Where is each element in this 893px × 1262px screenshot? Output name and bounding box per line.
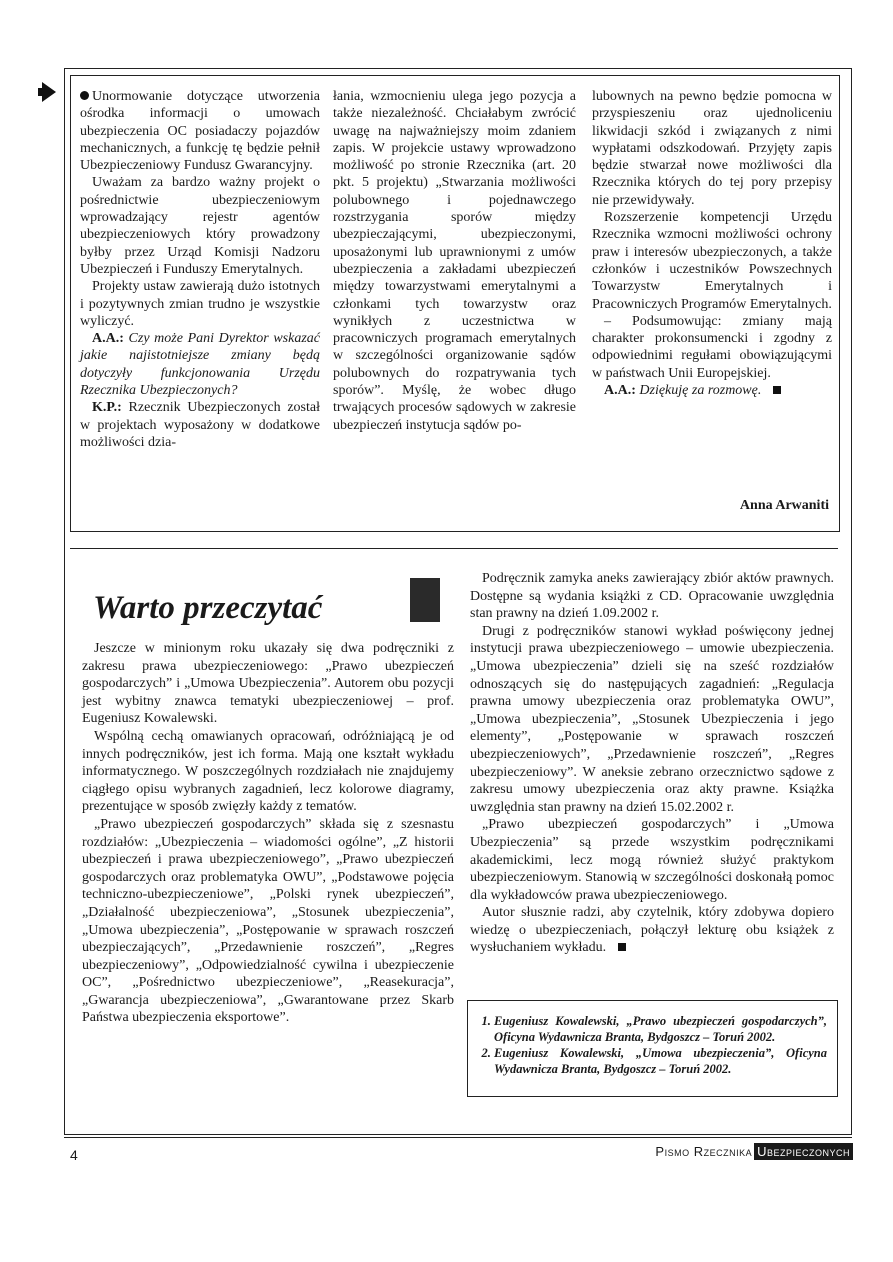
review-paragraph: Wspólną cechą omawianych opracowań, odróżniającą je od innych podręczników, jest ich forma. Mają one kształt wykładu informatycznego. W poszczególnych rozdziałach nie znajdujemy ciągłego opisu wybranych zagadnień, lecz kolorowe diagramy, prezentujące w sposób zwięzły każdy z tematów. (82, 728, 454, 815)
review-paragraph: Podręcznik zamyka aneks zawierający zbiór aktów prawnych. Dostępne są wydania książki z CD. Opracowanie uwzględnia stan prawny na dzień 1.09.2002 r. (470, 571, 834, 622)
interview-paragraph: – Podsumowując: zmiany mają charakter prokonsumencki i zgodny z odpowiednimi regułami obowiązującymi w państwach Unii Europejskiej. (592, 313, 832, 381)
end-of-article-icon (618, 943, 626, 951)
interview-paragraph: lubownych na pewno będzie pomocna w przyspieszeniu oraz ujednoliceniu likwidacji szkód i związanych z nimi wypłatami odszkodowań. Przyjęty zapis będzie stwarzał nowe możliwości dla Rzecznika których do tej pory przepisy nie przewidywały. (592, 89, 832, 208)
interview-column-3 (592, 88, 832, 399)
interview-answer: K.P.: Rzecznik Ubezpieczonych został w projektach wyposażony w dodatkowe możliwości dzia- (80, 400, 320, 450)
section-title: Warto przeczytać (93, 590, 323, 626)
interview-column-2 (333, 88, 576, 434)
bibliography-list (468, 1001, 837, 1077)
bibliography-item: 2. Eugeniusz Kowalewski, „Umowa ubezpieczenia”, Oficyna Wydawnicza Branta, Bydgoszcz – Toruń 2002. (494, 1045, 827, 1077)
interview-closing: A.A.: Dziękuję za rozmowę. (592, 382, 832, 399)
bullet-icon (80, 91, 89, 100)
author-signature: Anna Arwaniti (739, 498, 829, 513)
section-divider (70, 548, 838, 549)
interview-question: A.A.: Czy może Pani Dyrektor wskazać jakie najistotniejsze zmiany będą dotyczyły funkcjonowania Urzędu Rzecznika Ubezpieczonych? (80, 331, 320, 399)
interview-paragraph: łania, wzmocnieniu ulega jego pozycja a także niezależność. Chciałabym zwrócić uwagę na najważniejszy moim zdaniem zapis. W projekcie ustawy wprowadzono możliwość po stronie Rzecznika (art. 20 pkt. 5 projektu) „Stwarzania możliwości polubownego i pojednawczego rozstrzygania sporów między ubezpieczającymi, ubezpieczonymi, uposażonymi lub uprawnionymi z umów ubezpieczenia a zakładami ubezpieczeń między towarzystwami emerytalnymi a członkami tych towarzystw oraz wynikłych z uczestnictwa w pracowniczych programach emerytalnych w szczególności organizowanie sądów polubownych do rozpatrywania tych sporów”. Myślę, że wobec długo trwających procesów sądowych w zakresie ubezpieczeń instytucja sądów po- (333, 89, 576, 433)
review-paragraph: Drugi z podręczników stanowi wykład poświęcony jednej instytucji prawa ubezpieczeniowego – umowie ubezpieczenia. „Umowa ubezpieczenia” dzieli się na sześć rozdziałów odnoszących się do następujących zagadnień: „Regulacja prawna umowy ubezpieczenia oraz problematyka OWU”, „Umowa ubezpieczenia”, „Stosunek Ubezpieczenia i jego elementy”, „Postępowanie w sprawach roszczeń ubezpieczeniowych”, „Przedawnienie roszczeń”, „Regres ubezpieczeniowy”. W aneksie zebrano orzecznictwo sądowe z zakresu umowy ubezpieczenia oraz akty prawne. Książka uwzględnia stan prawny na dzień 15.02.2002 r. (470, 623, 834, 815)
bibliography-item: 1. Eugeniusz Kowalewski, „Prawo ubezpieczeń gospodarczych”, Oficyna Wydawnicza Branta, Bydgoszcz – Toruń 2002. (494, 1013, 827, 1045)
review-paragraph: „Prawo ubezpieczeń gospodarczych” i „Umowa Ubezpieczenia” są przede wszystkim podręcznikami akademickimi, lecz mogą również służyć praktykom ubezpieczeniowym. Stanowią w szczególności doskonałą pomoc dla wykładowców prawa ubezpieczeniowego. (470, 817, 834, 903)
review-paragraph: „Prawo ubezpieczeń gospodarczych” składa się z szesnastu rozdziałów: „Ubezpieczenia – wiadomości ogólne”, „Z historii ubezpieczeń i prawa ubezpieczeniowego”, „Prawo ubezpieczeń gospodarczych oraz problematyka OWU”, „Podstawowe pojęcia techniczno-ubezpieczeniowe”, „Polski rynek ubezpieczeń”, „Działalność ubezpieczeniowa”, „Stosunek ubezpieczenia”, „Umowa ubezpieczenia”, „Postępowanie w sprawach roszczeń ubezpieczających”, „Przedawnienie roszczeń”, „Regres ubezpieczeniowy”, „Odpowiedzialność cywilna i ubezpieczenie OC”, „Pośrednictwo ubezpieczeniowe”, „Reasekuracja”, „Gwarancja ubezpieczeniowa”, „Gwarantowane przez Skarb Państwa ubezpieczenia eksportowe”. (82, 816, 454, 1026)
page-marker-arrow-icon (42, 82, 56, 102)
masthead (655, 1144, 853, 1159)
review-column-2 (470, 570, 834, 957)
book-image-icon (410, 578, 440, 622)
end-of-article-icon (773, 386, 781, 394)
page-number: 4 (70, 1147, 78, 1163)
masthead-highlight: Ubezpieczonych (754, 1143, 853, 1160)
review-paragraph: Jeszcze w minionym roku ukazały się dwa podręczniki z zakresu prawa ubezpieczeniowego: „Prawo ubezpieczeń gospodarczych” i „Umowa Ubezpieczenia”. Autorem obu pozycji jest wybitny znawca tematyki ubezpieczeniowej – prof. Eugeniusz Kowalewski. (82, 641, 454, 727)
interview-paragraph: Uważam za bardzo ważny projekt o pośrednictwie ubezpieczeniowym wprowadzający rejestr agentów ubezpieczeniowych który prowadzony byłby przez Urząd Komisji Nadzoru Ubezpieczeń i Funduszy Emerytalnych. (80, 175, 320, 277)
review-paragraph: Autor słusznie radzi, aby czytelnik, który zdobywa dopiero wiedzę o ubezpieczeniach, połączył lekturę obu książek z wysłuchaniem wykładu. (470, 905, 834, 956)
interview-column-1 (80, 88, 320, 451)
review-column-1 (82, 640, 454, 1027)
interview-paragraph: Projekty ustaw zawierają dużo istotnych i pozytywnych zmian trudno je wszystkie wyliczyć. (80, 279, 320, 329)
interview-bullet-paragraph: Unormowanie dotyczące utworzenia ośrodka informacji o umowach ubezpieczenia OC posiadaczy pojazdów mechanicznych, a funkcję tę będzie pełnił Ubezpieczeniowy Fundusz Gwarancyjny. (80, 89, 320, 174)
masthead-prefix: Pismo Rzecznika (655, 1144, 753, 1159)
interview-paragraph: Rozszerzenie kompetencji Urzędu Rzecznika wzmocni możliwości ochrony praw i interesów ubezpieczonych, a także członków i uczestników Powszechnych Towarzystw Emerytalnych i Pracowniczych Programów Emerytalnych. (592, 210, 832, 312)
footer-rule (64, 1137, 852, 1138)
bibliography-box (467, 1000, 838, 1097)
